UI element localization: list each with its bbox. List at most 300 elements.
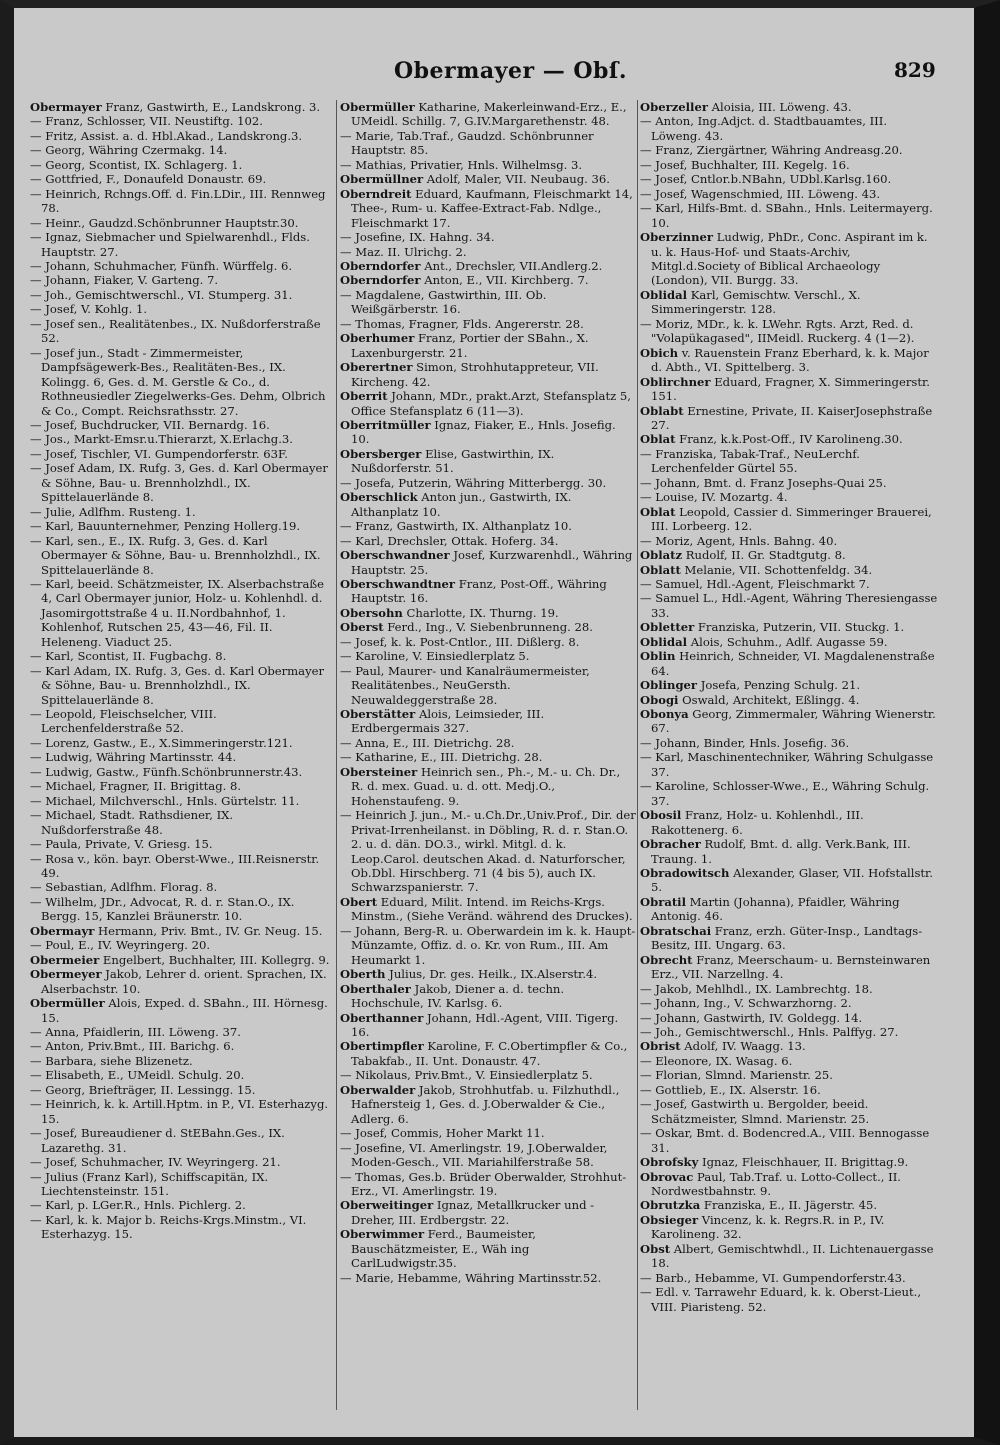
- directory-entry: [640, 317, 938, 346]
- entry-text: — Franz, Schlosser, VII. Neustiftg. 102.: [30, 114, 263, 129]
- directory-entry: [30, 259, 332, 273]
- entry-surname: Oberzeller: [640, 100, 708, 114]
- page-header: [14, 58, 974, 98]
- directory-entry: [340, 519, 636, 533]
- directory-entry: [640, 750, 938, 779]
- entry-surname: Obermüller: [340, 100, 415, 114]
- directory-entry: [30, 1025, 332, 1039]
- entry-text: — Magdalene, Gastwirthin, III. Ob. Weißgärberstr. 16.: [340, 287, 547, 317]
- entry-text: — Eleonore, IX. Wasag. 6.: [640, 1053, 793, 1068]
- entry-text: — Karl, Bauunternehmer, Penzing Hollerg.19.: [30, 519, 301, 534]
- column-1: [30, 100, 332, 1420]
- directory-entry: [30, 880, 332, 894]
- entry-surname: Obogi: [640, 692, 679, 707]
- directory-entry: [340, 158, 636, 172]
- entry-text: — Heinrich, k. k. Artill.Hptm. in P., VI. Esterhazyg. 15.: [30, 1097, 329, 1126]
- directory-entry: [340, 967, 636, 981]
- entry-surname: Oberrit: [340, 389, 388, 404]
- entry-text: Ant., Drechsler, VII.Andlerg.2.: [420, 258, 603, 273]
- directory-entry: [30, 953, 332, 967]
- entry-surname: Oberndorfer: [340, 258, 421, 273]
- entry-text: — Thomas, Fragner, Flds. Angererstr. 28.: [340, 316, 584, 331]
- entry-text: — Karoline, Schlosser-Wwe., E., Währing Schulg. 37.: [640, 779, 930, 808]
- entry-text: — Karl, p. LGer.R., Hnls. Pichlerg. 2.: [30, 1198, 246, 1213]
- entry-text: — Katharine, E., III. Dietrichg. 28.: [340, 750, 543, 765]
- entry-surname: Obsieger: [640, 1212, 699, 1227]
- directory-entry: [640, 404, 938, 433]
- directory-entry: [340, 808, 636, 895]
- entry-text: Jakob, Lehrer d. orient. Sprachen, IX. Alserbachstr. 10.: [41, 967, 327, 996]
- entry-surname: Obersteiner: [340, 764, 418, 779]
- entry-text: — Rosa v., kön. bayr. Oberst-Wwe., III.Reisnerstr. 49.: [30, 851, 320, 881]
- entry-text: Franz, Meerschaum- u. Bernsteinwaren Erz., VII. Narzellng. 4.: [651, 952, 931, 982]
- entry-surname: Obermeyer: [30, 967, 102, 982]
- directory-entry: [30, 302, 332, 316]
- directory-entry: [640, 1097, 938, 1126]
- entry-text: Franz, Portier der SBahn., X. Laxenburgerstr. 21.: [351, 331, 589, 360]
- directory-entry: [640, 114, 938, 143]
- entry-text: — Gottfried, F., Donaufeld Donaustr. 69.: [30, 172, 267, 187]
- directory-entry: [640, 1068, 938, 1082]
- entry-surname: Oblinger: [640, 678, 698, 693]
- directory-entry: [640, 201, 938, 230]
- entry-text: Aloisia, III. Löweng. 43.: [707, 100, 852, 114]
- entry-text: Rudolf, Bmt. d. allg. Verk.Bank, III. Traung. 1.: [651, 837, 911, 866]
- entry-text: — Ignaz, Siebmacher und Spielwarenhdl., Flds. Hauptstr. 27.: [30, 230, 310, 259]
- entry-surname: Oblin: [640, 649, 676, 664]
- entry-surname: Obermeier: [30, 952, 100, 967]
- entry-text: Johann, MDr., prakt.Arzt, Stefansplatz 5, Office Stefansplatz 6 (11—3).: [351, 389, 631, 418]
- entry-text: Ferd., Baumeister, Bauschätzmeister, E., Wäh ing CarlLudwigstr.35.: [351, 1227, 536, 1271]
- entry-text: — Johann, Binder, Hnls. Josefig. 36.: [640, 735, 850, 750]
- directory-entry: [30, 1097, 332, 1126]
- entry-surname: Oblirchner: [640, 374, 711, 389]
- entry-text: — Franziska, Tabak-Traf., NeuLerchf. Lerchenfelder Gürtel 55.: [640, 446, 860, 476]
- entry-surname: Obrutzka: [640, 1198, 701, 1213]
- entry-surname: Oberndorfer: [340, 273, 421, 288]
- directory-entry: [640, 982, 938, 996]
- entry-text: — Leopold, Fleischselcher, VIII. Lerchenfelderstraße 52.: [30, 707, 217, 736]
- entry-surname: Oberritmüller: [340, 417, 431, 432]
- entry-text: Anton, E., VII. Kirchberg. 7.: [420, 273, 589, 288]
- entry-text: — Marie, Hebamme, Währing Martinsstr.52.: [340, 1270, 602, 1285]
- entry-text: — Josef, Commis, Hoher Markt 11.: [340, 1126, 545, 1141]
- entry-text: Leopold, Cassier d. Simmeringer Brauerei, III. Lorbeerg. 12.: [651, 504, 932, 534]
- directory-entry: [340, 100, 636, 129]
- directory-entry: [340, 707, 636, 736]
- entry-text: Karoline, F. C.Obertimpfler & Co., Tabakfab., II. Unt. Donaustr. 47.: [351, 1039, 628, 1068]
- page-number: 829: [894, 58, 936, 82]
- directory-entry: [340, 577, 636, 606]
- entry-text: — Josefine, VI. Amerlingstr. 19, J.Oberwalder, Moden-Gesch., VII. Mariahilferstraße 58.: [340, 1140, 608, 1170]
- entry-surname: Oberschlick: [340, 490, 418, 505]
- entry-text: — Moriz, Agent, Hnls. Bahng. 40.: [640, 533, 838, 548]
- entry-text: — Jos., Markt-Emsr.u.Thierarzt, X.Erlachg.3.: [30, 432, 293, 447]
- directory-entry: [30, 938, 332, 952]
- entry-text: — Barb., Hebamme, VI. Gumpendorferstr.43.: [640, 1270, 906, 1285]
- directory-entry: [30, 852, 332, 881]
- entry-text: v. Rauenstein Franz Eberhard, k. k. Major d. Abth., VI. Spittelberg. 3.: [651, 345, 929, 375]
- entry-text: Eduard, Kaufmann, Fleischmarkt 14, Thee-, Rum- u. Kaffee-Extract-Fab. Ndlge., Fleischmarkt 17.: [351, 186, 633, 230]
- directory-entry: [30, 187, 332, 216]
- entry-text: — Josef Adam, IX. Rufg. 3, Ges. d. Karl Obermayer & Söhne, Bau- u. Brennholzhdl., IX. Spittelauerlände 8.: [30, 461, 328, 505]
- entry-text: Rudolf, II. Gr. Stadtgutg. 8.: [682, 548, 846, 563]
- directory-entry: [340, 635, 636, 649]
- directory-entry: [640, 1285, 938, 1314]
- entry-surname: Obracher: [640, 837, 701, 852]
- entry-surname: Oblat: [640, 504, 676, 519]
- entry-text: — Anton, Priv.Bmt., III. Barichg. 6.: [30, 1039, 235, 1054]
- directory-entry: [640, 1198, 938, 1212]
- directory-entry: [640, 1242, 938, 1271]
- directory-entry: [640, 895, 938, 924]
- entry-text: — Joh., Gemischtwerschl., VI. Stumperg. 31.: [30, 287, 293, 302]
- directory-entry: [30, 100, 332, 114]
- entry-surname: Oberzinner: [640, 230, 714, 245]
- directory-entry: [30, 1126, 332, 1155]
- entry-surname: Oberthanner: [340, 1010, 424, 1025]
- directory-entry: [640, 779, 938, 808]
- entry-text: — Gottlieb, E., IX. Alserstr. 16.: [640, 1082, 821, 1097]
- entry-text: — Josef, Gastwirth u. Bergolder, beeid. Schätzmeister, Slmnd. Marienstr. 25.: [640, 1097, 870, 1126]
- directory-entry: [30, 707, 332, 736]
- directory-entry: [30, 418, 332, 432]
- entry-text: — Karl, Scontist, II. Fugbachg. 8.: [30, 649, 227, 664]
- directory-entry: [30, 114, 332, 128]
- entry-text: Paul, Tab.Traf. u. Lotto-Collect., II. Nordwestbahnstr. 9.: [651, 1169, 901, 1198]
- entry-text: — Heinrich J. jun., M.- u.Ch.Dr.,Univ.Prof., Dir. der Privat-Irrenheilanst. in Döbling, R. d. r. Stan.O. 2. u. d. dän. DO.3., wirkl. Mitgl. d. k. Leop.Carol. deutschen Akad. d. Naturforscher, Ob.Dbl. Hirschberg. 71 (4 bis 5), auch IX. Schwarzspanierstr. 7.: [340, 808, 636, 895]
- entry-text: — Georg, Währing Czermakg. 14.: [30, 143, 228, 158]
- directory-entry: [340, 1083, 636, 1126]
- directory-entry: [30, 273, 332, 287]
- directory-entry: [30, 129, 332, 143]
- entry-text: Ignaz, Metallkrucker und -Dreher, III. Erdbergstr. 22.: [351, 1198, 595, 1227]
- entry-text: — Edl. v. Tarrawehr Eduard, k. k. Oberst-Lieut., VIII. Piaristeng. 52.: [640, 1285, 922, 1314]
- entry-surname: Oberthaler: [340, 981, 411, 996]
- entry-text: — Karl, Maschinentechniker, Währing Schulgasse 37.: [640, 750, 934, 779]
- directory-entry: [340, 895, 636, 924]
- directory-entry: [30, 967, 332, 996]
- directory-entry: [340, 1141, 636, 1170]
- entry-text: Karl, Gemischtw. Verschl., X. Simmeringerstr. 128.: [651, 287, 861, 317]
- entry-text: Josefa, Penzing Schulg. 21.: [697, 678, 861, 693]
- entry-text: Oswald, Architekt, Eßlingg. 4.: [678, 692, 860, 707]
- directory-entry: [30, 794, 332, 808]
- entry-surname: Obersberger: [340, 446, 422, 461]
- directory-entry: [30, 288, 332, 302]
- directory-entry: [30, 172, 332, 186]
- directory-entry: [640, 1054, 938, 1068]
- entry-text: — Michael, Fragner, II. Brigittag. 8.: [30, 779, 242, 794]
- entry-surname: Obersohn: [340, 605, 403, 620]
- entry-surname: Oblatt: [640, 562, 681, 577]
- entry-text: — Ludwig, Währing Martinsstr. 44.: [30, 750, 237, 765]
- entry-text: Jakob, Strohhutfab. u. Filzhuthdl., Hafnersteig 1, Ges. d. J.Oberwalder & Cie., Adlerg. 6.: [351, 1082, 620, 1126]
- directory-entry: [30, 577, 332, 649]
- directory-entry: [30, 230, 332, 259]
- directory-entry: [30, 895, 332, 924]
- entry-text: Josef, Kurzwarenhdl., Währing Hauptstr. 25.: [351, 548, 633, 577]
- entry-surname: Oberwimmer: [340, 1227, 425, 1242]
- entry-surname: Oberschwandner: [340, 548, 450, 563]
- entry-text: — Jakob, Mehlhdl., IX. Lambrechtg. 18.: [640, 981, 873, 996]
- directory-entry: [340, 664, 636, 707]
- entry-text: — Julius (Franz Karl), Schiffscapitän, IX. Liechtensteinstr. 151.: [30, 1169, 269, 1198]
- entry-text: Adolf, Maler, VII. Neubaug. 36.: [423, 172, 610, 187]
- directory-entry: [640, 172, 938, 186]
- entry-text: Jakob, Diener a. d. techn. Hochschule, IV. Karlsg. 6.: [351, 981, 565, 1011]
- entry-text: — Johann, Fiaker, V. Garteng. 7.: [30, 273, 219, 288]
- directory-entry: [640, 1025, 938, 1039]
- entry-text: — Samuel, Hdl.-Agent, Fleischmarkt 7.: [640, 576, 870, 591]
- entry-surname: Obrofsky: [640, 1155, 699, 1170]
- directory-entry: [340, 1126, 636, 1140]
- directory-entry: [640, 505, 938, 534]
- directory-entry: [340, 649, 636, 663]
- entry-text: — Florian, Slmnd. Marienstr. 25.: [640, 1068, 833, 1083]
- directory-entry: [340, 982, 636, 1011]
- directory-entry: [30, 1039, 332, 1053]
- entry-text: — Josef jun., Stadt - Zimmermeister, Dampfsägewerk-Bes., Realitäten-Bes., IX. Kolingg. 6, Ges. d. M. Gerstle & Co., d. Rothneusiedler Ziegelwerks-Ges. Dehm, Olbrich & Co., Compt. Reichsrathsstr. 27.: [30, 345, 326, 418]
- directory-entry: [340, 924, 636, 967]
- entry-text: — Barbara, siehe Blizenetz.: [30, 1053, 193, 1068]
- entry-text: Anton jun., Gastwirth, IX. Althanplatz 10.: [351, 490, 572, 519]
- entry-text: Franz, Post-Off., Währing Hauptstr. 16.: [351, 576, 607, 606]
- entry-surname: Obrecht: [640, 952, 693, 967]
- entry-text: Elise, Gastwirthin, IX. Nußdorferstr. 51.: [351, 446, 555, 476]
- entry-surname: Obert: [340, 894, 378, 909]
- directory-entry: [30, 750, 332, 764]
- entry-text: — Lorenz, Gastw., E., X.Simmeringerstr.121.: [30, 735, 293, 750]
- entry-text: Johann, Hdl.-Agent, VIII. Tigerg. 16.: [351, 1010, 619, 1039]
- directory-entry: [340, 765, 636, 808]
- directory-entry: [640, 996, 938, 1010]
- directory-entry: [640, 158, 938, 172]
- entry-text: — Josef, Tischler, VI. Gumpendorferstr. 63F.: [30, 446, 288, 461]
- directory-entry: [340, 230, 636, 244]
- entry-text: Eduard, Fragner, X. Simmeringerstr. 151.: [651, 374, 930, 404]
- directory-entry: [30, 461, 332, 504]
- entry-text: — Karoline, V. Einsiedlerplatz 5.: [340, 649, 530, 664]
- directory-entry: [30, 1170, 332, 1199]
- directory-entry: [30, 1054, 332, 1068]
- entry-text: Alois, Schuhm., Adlf. Augasse 59.: [687, 634, 888, 649]
- entry-surname: Obrovac: [640, 1169, 694, 1184]
- entry-surname: Obletter: [640, 620, 695, 635]
- entry-surname: Oberschwandtner: [340, 576, 456, 591]
- directory-entry: [30, 158, 332, 172]
- directory-entry: [340, 331, 636, 360]
- entry-text: Heinrich sen., Ph.-, M.- u. Ch. Dr., R. d. mex. Guad. u. d. ott. Medj.O., Hohenstaufeng. 9.: [351, 764, 621, 808]
- entry-text: — Karl, Hilfs-Bmt. d. SBahn., Hnls. Leitermayerg. 10.: [640, 201, 933, 230]
- entry-text: — Josef, Schuhmacher, IV. Weyringerg. 21.: [30, 1155, 281, 1170]
- entry-text: Franz, Gastwirth, E., Landskrong. 3.: [101, 100, 321, 114]
- entry-text: — Josefine, IX. Hahng. 34.: [340, 230, 495, 245]
- entry-text: Heinrich, Schneider, VI. Magdalenenstraße 64.: [651, 649, 935, 678]
- directory-entry: [640, 649, 938, 678]
- directory-entry: [640, 346, 938, 375]
- directory-entry: [30, 765, 332, 779]
- entry-text: — Marie, Tab.Traf., Gaudzd. Schönbrunner Hauptstr. 85.: [340, 128, 594, 158]
- entry-text: — Karl, k. k. Major b. Reichs-Krgs.Minstm., VI. Esterhazyg. 15.: [30, 1212, 307, 1242]
- directory-entry: [340, 1271, 636, 1285]
- entry-text: — Nikolaus, Priv.Bmt., V. Einsiedlerplatz 5.: [340, 1068, 593, 1083]
- directory-entry: [340, 259, 636, 273]
- entry-surname: Obradowitsch: [640, 866, 730, 881]
- directory-entry: [640, 490, 938, 504]
- directory-entry: [340, 1039, 636, 1068]
- entry-surname: Oberndreit: [340, 186, 412, 201]
- directory-entry: [640, 288, 938, 317]
- entry-text: — Julie, Adlfhm. Rusteng. 1.: [30, 504, 196, 519]
- directory-entry: [640, 143, 938, 157]
- entry-surname: Oberstätter: [340, 707, 416, 722]
- entry-surname: Obrist: [640, 1039, 681, 1054]
- entry-text: — Maz. II. Ulrichg. 2.: [340, 244, 467, 259]
- directory-entry: [340, 750, 636, 764]
- directory-entry: [340, 245, 636, 259]
- entry-surname: Obermüller: [30, 996, 105, 1011]
- directory-entry: [30, 1155, 332, 1169]
- entry-surname: Obertimpfler: [340, 1039, 424, 1054]
- directory-entry: [640, 736, 938, 750]
- entry-text: Charlotte, IX. Thurng. 19.: [402, 605, 559, 620]
- directory-entry: [340, 548, 636, 577]
- entry-text: — Georg, Scontist, IX. Schlagerg. 1.: [30, 157, 243, 172]
- entry-text: Alois, Leimsieder, III. Erdbergermais 327.: [351, 707, 545, 736]
- directory-entry: [30, 736, 332, 750]
- column-2: [340, 100, 636, 1420]
- entry-text: — Elisabeth, E., UMeidl. Schulg. 20.: [30, 1068, 245, 1083]
- column-3: [640, 100, 938, 1420]
- entry-text: — Michael, Milchverschl., Hnls. Gürtelstr. 11.: [30, 793, 300, 808]
- directory-entry: [340, 606, 636, 620]
- entry-text: — Josef, Bureaudiener d. StEBahn.Ges., IX. Lazarethg. 31.: [30, 1126, 285, 1155]
- column-divider: [336, 100, 337, 1410]
- directory-entry: [640, 678, 938, 692]
- directory-entry: [340, 172, 636, 186]
- entry-surname: Obermayer: [30, 100, 102, 114]
- directory-entry: [340, 418, 636, 447]
- entry-text: — Wilhelm, JDr., Advocat, R. d. r. Stan.O., IX. Bergg. 15, Kanzlei Bräunerstr. 10.: [30, 894, 295, 924]
- directory-entry: [640, 1083, 938, 1097]
- directory-entry: [640, 707, 938, 736]
- entry-text: — Sebastian, Adlfhm. Florag. 8.: [30, 880, 218, 895]
- column-divider: [637, 100, 638, 1410]
- directory-entry: [30, 837, 332, 851]
- entry-text: — Josef, Wagenschmied, III. Löweng. 43.: [640, 186, 881, 201]
- directory-entry: [640, 534, 938, 548]
- directory-entry: [30, 649, 332, 663]
- entry-text: — Franz, Ziergärtner, Währing Andreasg.20.: [640, 143, 903, 158]
- entry-text: — Mathias, Privatier, Hnls. Wilhelmsg. 3.: [340, 157, 583, 172]
- directory-entry: [640, 1271, 938, 1285]
- directory-entry: [30, 996, 332, 1025]
- directory-entry: [30, 447, 332, 461]
- entry-text: — Samuel L., Hdl.-Agent, Währing Theresiengasse 33.: [640, 591, 938, 620]
- entry-text: Julius, Dr. ges. Heilk., IX.Alserstr.4.: [385, 967, 598, 982]
- entry-surname: Oblidal: [640, 287, 688, 302]
- directory-entry: [640, 591, 938, 620]
- entry-surname: Obratschai: [640, 923, 712, 938]
- directory-entry: [640, 1039, 938, 1053]
- entry-text: Martin (Johanna), Pfaidler, Währing Antonig. 46.: [651, 894, 900, 924]
- entry-surname: Obonya: [640, 707, 689, 722]
- entry-text: — Heinrich, Rchngs.Off. d. Fin.LDir., III. Rennweg 78.: [30, 186, 326, 216]
- directory-entry: [640, 1011, 938, 1025]
- entry-surname: Obich: [640, 345, 679, 360]
- entry-surname: Obosil: [640, 808, 682, 823]
- directory-entry: [640, 476, 938, 490]
- entry-text: — Josef, Cntlor.b.NBahn, UDbl.Karlsg.160.: [640, 172, 892, 187]
- entry-text: Albert, Gemischtwhdl., II. Lichtenauergasse 18.: [651, 1241, 934, 1271]
- directory-entry: [30, 1198, 332, 1212]
- entry-text: — Johann, Schuhmacher, Fünfh. Würffelg. 6.: [30, 258, 293, 273]
- entry-text: Katharine, Makerleinwand-Erz., E., UMeidl. Schillg. 7, G.IV.Margarethenstr. 48.: [351, 100, 627, 129]
- entry-text: — Josef, V. Kohlg. 1.: [30, 302, 148, 317]
- directory-entry: [30, 924, 332, 938]
- directory-entry: [340, 360, 636, 389]
- entry-text: — Josef, Buchhalter, III. Kegelg. 16.: [640, 157, 850, 172]
- entry-text: Ignaz, Fleischhauer, II. Brigittag.9.: [698, 1155, 909, 1170]
- directory-entry: [30, 346, 332, 418]
- entry-text: Ludwig, PhDr., Conc. Aspirant im k. u. k. Haus-Hof- und Staats-Archiv, Mitgl.d.Society of Biblical Archaeology (London), VII. Burgg. 33.: [651, 230, 928, 288]
- entry-surname: Obermüllner: [340, 172, 424, 187]
- entry-text: — Heinr., Gaudzd.Schönbrunner Hauptstr.30.: [30, 215, 299, 230]
- entry-surname: Oblat: [640, 432, 676, 447]
- entry-text: Engelbert, Buchhalter, III. Kollegrg. 9.: [99, 952, 330, 967]
- entry-surname: Obratil: [640, 894, 686, 909]
- directory-entry: [640, 577, 938, 591]
- directory-entry: [30, 432, 332, 446]
- directory-entry: [640, 1213, 938, 1242]
- directory-entry: [640, 447, 938, 476]
- entry-text: Vincenz, k. k. Regrs.R. in P., IV. Karolineng. 32.: [651, 1212, 885, 1242]
- directory-entry: [640, 924, 938, 953]
- directory-entry: [30, 1083, 332, 1097]
- entry-surname: Oberertner: [340, 360, 413, 375]
- directory-entry: [340, 534, 636, 548]
- entry-text: — Johann, Bmt. d. Franz Josephs-Quai 25.: [640, 475, 887, 490]
- directory-entry: [640, 837, 938, 866]
- directory-entry: [340, 1227, 636, 1270]
- entry-text: — Anna, Pfaidlerin, III. Löweng. 37.: [30, 1025, 241, 1039]
- entry-text: — Moriz, MDr., k. k. LWehr. Rgts. Arzt, Red. d. "Volapükagased", IIMeidl. Ruckerg. 4 (1—2).: [640, 316, 915, 346]
- directory-entry: [30, 534, 332, 577]
- directory-entry: [640, 1155, 938, 1169]
- entry-surname: Obst: [640, 1241, 671, 1256]
- entry-text: — Anton, Ing.Adjct. d. Stadtbauamtes, III. Löweng. 43.: [640, 114, 888, 143]
- directory-entry: [640, 375, 938, 404]
- entry-text: — Georg, Briefträger, II. Lessingg. 15.: [30, 1082, 256, 1097]
- directory-entry: [340, 736, 636, 750]
- entry-text: Ferd., Ing., V. Siebenbrunneng. 28.: [383, 620, 593, 635]
- directory-entry: [640, 620, 938, 634]
- directory-entry: [30, 1213, 332, 1242]
- entry-text: — Paula, Private, V. Griesg. 15.: [30, 837, 213, 852]
- directory-entry: [30, 1068, 332, 1082]
- entry-surname: Oblabt: [640, 403, 684, 418]
- directory-entry: [340, 187, 636, 230]
- directory-entry: [640, 100, 938, 114]
- directory-entry: [340, 620, 636, 634]
- entry-text: Adolf, IV. Waagg. 13.: [680, 1039, 806, 1054]
- entry-text: Georg, Zimmermaler, Währing Wienerstr. 67.: [651, 707, 936, 736]
- directory-entry: [340, 129, 636, 158]
- directory-entry: [340, 273, 636, 287]
- entry-surname: Oberwalder: [340, 1082, 416, 1097]
- entry-text: — Poul, E., IV. Weyringerg. 20.: [30, 938, 211, 953]
